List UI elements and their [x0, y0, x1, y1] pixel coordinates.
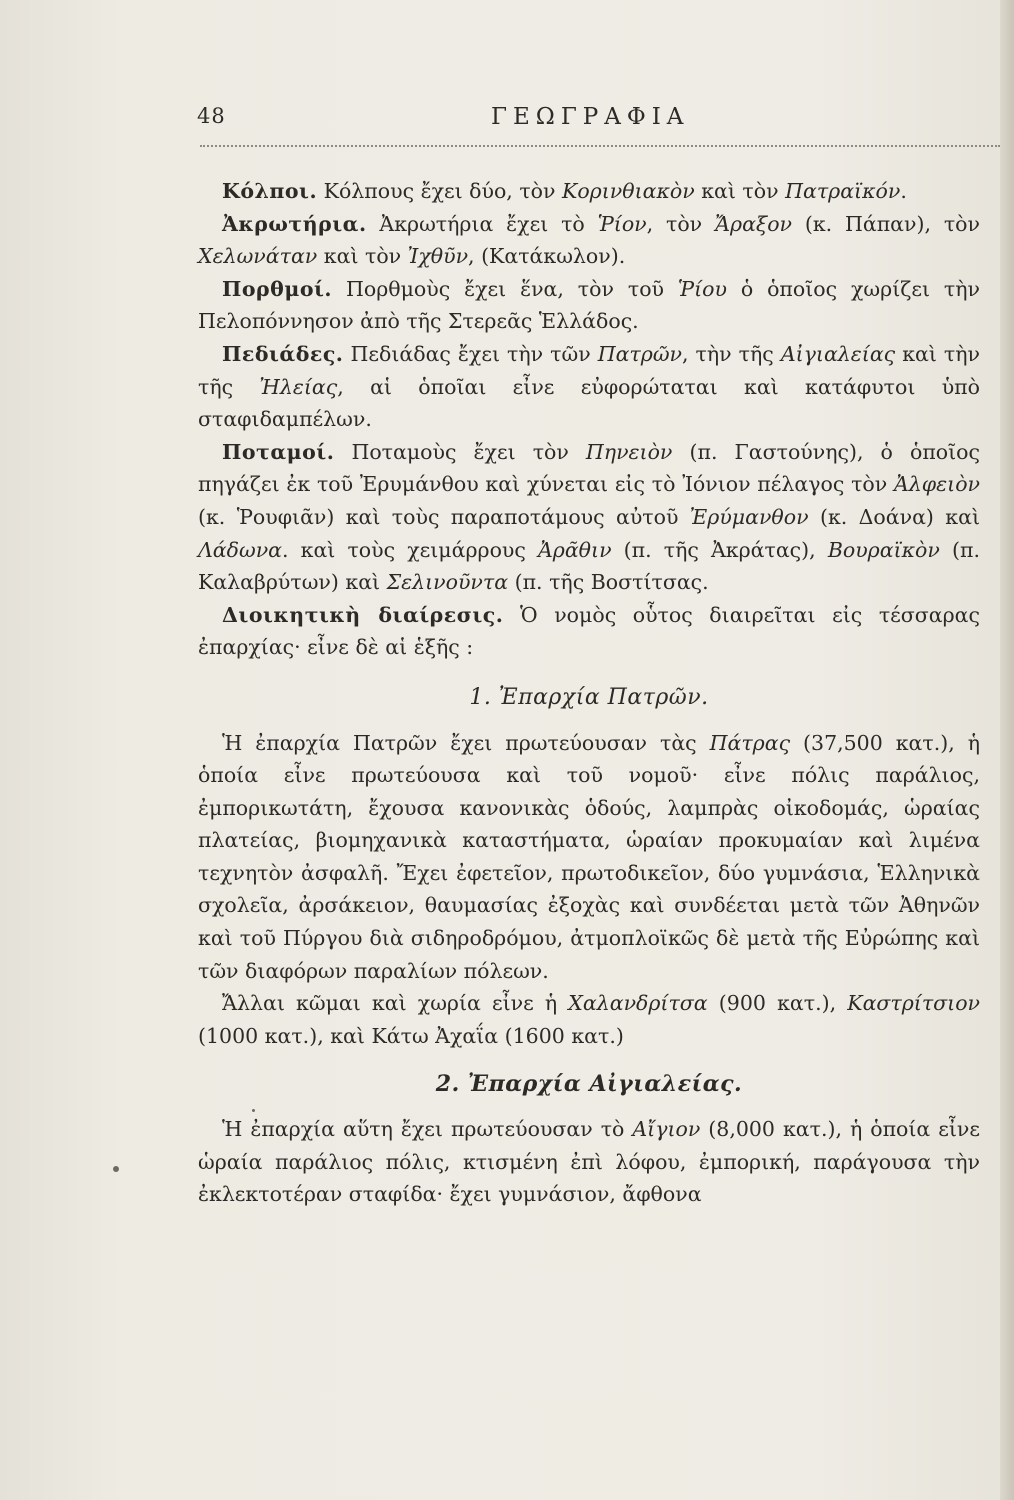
place-name: Πατρῶν — [597, 341, 682, 366]
text-run: (π. Γαστούνης), ὁ ὁποῖος πηγάζει ἐκ τοῦ Ἐρυμάνθου καὶ χύνεται εἰς τὸ Ἰόνιον πέλαγος τὸν — [198, 439, 980, 497]
text-run: . — [900, 179, 907, 203]
section-lead: Διοικητικὴ διαίρεσις. — [222, 602, 504, 627]
place-name: Βουραϊκὸν — [827, 537, 940, 562]
text-run: Ἄλλαι κῶμαι καὶ χωρία εἶνε ἡ — [222, 991, 569, 1016]
section-lead: Πορθμοί. — [222, 276, 333, 301]
text-run: Ὁ νομὸς οὗτος διαιρεῖται εἰς τέσσαρας ἐπαρχίας· εἶνε δὲ αἱ ἑξῆς : — [198, 602, 980, 660]
paragraph-akrotiria — [198, 208, 980, 273]
text-run: . καὶ τοὺς χειμάρρους — [282, 537, 538, 562]
paragraph-potamoi — [198, 436, 980, 599]
paragraph-dioikitiki — [198, 599, 980, 664]
place-name: Χελωνάταν — [198, 244, 318, 269]
section-lead: Πεδιάδες. — [222, 341, 344, 366]
paragraph-porthmoi — [198, 273, 980, 338]
place-name: Ἀλφειὸν — [894, 472, 980, 497]
place-name: Καστρίτσιον — [847, 991, 981, 1016]
place-name: Ἠλείας — [259, 374, 338, 399]
place-name: Ἐρύμανθον — [689, 504, 809, 529]
text-run: καὶ τὴν τῆς — [198, 341, 980, 399]
header-rule — [200, 145, 1000, 147]
place-name: Ἰχθῦν — [407, 244, 469, 269]
text-run: ὁ ὁποῖος χωρίζει τὴν Πελοπόννησον ἀπὸ τῆς Στερεᾶς Ἑλλάδος. — [198, 276, 980, 334]
text-run: (1000 κατ.), καὶ Κάτω Ἀχαΐα (1600 κατ.) — [198, 1023, 624, 1048]
ink-speck — [252, 1109, 255, 1112]
text-run: καὶ τὸν — [317, 244, 408, 269]
text-run: Πεδιάδας ἔχει τὴν τῶν — [350, 341, 598, 366]
paragraph-patron — [198, 727, 980, 988]
section-lead: Ποταμοί. — [222, 439, 335, 464]
text-run: Ποταμοὺς ἔχει τὸν — [351, 439, 586, 464]
place-name: Πηνειὸν — [585, 439, 673, 464]
text-run: Ἡ ἐπαρχία Πατρῶν ἔχει πρωτεύουσαν τὰς — [222, 730, 710, 755]
text-run: (37,500 κατ.), ἡ ὁποία εἶνε πρωτεύουσα καὶ τοῦ νομοῦ· εἶνε πόλις παράλιος, ἐμπορικωτάτη, ἔχουσα κανονικὰς ὁδούς, λαμπρὰς οἰκοδομάς, ὡραίας πλατείας, βιομηχανικὰ καταστήματα, ὡραίαν προκυμαίαν καὶ λιμένα τεχνητὸν ἀσφαλῆ. Ἔχει ἐφετεῖον, πρωτοδικεῖον, δύο γυμνάσια, Ἑλληνικὰ σχολεῖα, ἀρσάκειον, θαυμασίας ἐξοχὰς καὶ συνδέεται μετὰ τῶν Ἀθηνῶν καὶ τοῦ Πύργου διὰ σιδηροδρόμου, ἀτμοπλοϊκῶς δὲ μετὰ τῆς Εὐρώπης καὶ τῶν διαφόρων παραλίων πόλεων. — [198, 730, 980, 983]
text-run: Ἡ ἐπαρχία αὕτη ἔχει πρωτεύουσαν τὸ — [222, 1117, 633, 1142]
text-run: , (Κατάκωλον). — [468, 244, 626, 269]
paragraph-kolpoi — [198, 175, 980, 208]
text-run: (κ. Πάπαν), τὸν — [792, 211, 980, 236]
text-run: , τὸν — [646, 211, 715, 236]
text-run: (π. Καλαβρύτων) καὶ — [198, 537, 980, 595]
place-name: Ἀρᾶθιν — [537, 537, 612, 562]
paragraph-aigialeias — [198, 1113, 980, 1211]
body-text — [198, 175, 980, 1211]
place-name: Αἴγιον — [632, 1117, 701, 1142]
place-name: Πάτρας — [709, 730, 791, 755]
text-run: (8,000 κατ.), ἡ ὁποία εἶνε ὡραία παράλιος πόλις, κτισμένη ἐπὶ λόφου, ἐμπορική, παράγουσα τὴν ἐκλεκτοτέραν σταφίδα· ἔχει γυμνάσιον, ἄφθονα — [198, 1117, 980, 1207]
page-number: 48 — [197, 104, 226, 128]
text-run: (π. τῆς Ἀκράτας), — [611, 537, 828, 562]
text-run: , τὴν τῆς — [682, 341, 781, 366]
place-name: Πατραϊκόν — [785, 179, 901, 203]
text-run: (π. τῆς Βοστίτσας. — [508, 570, 709, 595]
place-name: Κορινθιακὸν — [562, 179, 695, 203]
section-lead: Κόλποι. — [222, 179, 318, 203]
page-header — [197, 104, 817, 144]
place-name: Σελινοῦντα — [386, 570, 509, 595]
place-name: Ῥίου — [677, 276, 727, 301]
text-run: Κόλπους ἔχει δύο, τὸν — [323, 179, 563, 203]
text-run: Πορθμοὺς ἔχει ἕνα, τὸν τοῦ — [345, 276, 678, 301]
place-name: Ἄραξον — [714, 211, 793, 236]
text-run: (κ. Δοάνα) καὶ — [808, 504, 980, 529]
text-run: καὶ τὸν — [694, 179, 786, 203]
text-run: (κ. Ῥουφιᾶν) καὶ τοὺς παραποτάμους αὐτοῦ — [198, 504, 690, 529]
place-name: Αἰγιαλείας — [780, 341, 896, 366]
subheading-eparchia-aigialeias: 2. Ἐπαρχία Αἰγιαλείας. — [435, 1071, 743, 1098]
page-edge — [1000, 0, 1014, 1500]
place-name: Χαλανδρίτσα — [568, 991, 708, 1016]
paragraph-komai — [198, 987, 980, 1052]
place-name: Λάδωνα — [198, 537, 283, 562]
subheading-eparchia-patron: 1. Ἐπαρχία Πατρῶν. — [469, 684, 709, 710]
text-run: (900 κατ.), — [707, 991, 848, 1016]
ink-speck — [113, 1166, 119, 1172]
place-name: Ῥίον — [597, 211, 647, 236]
section-lead: Ἀκρωτήρια. — [222, 211, 367, 236]
running-title: ΓΕΩΓΡΑΦΙΑ — [491, 104, 690, 130]
paragraph-pediades — [198, 338, 980, 436]
text-run: Ἀκρωτήρια ἔχει τὸ — [379, 211, 598, 236]
text-run: , αἱ ὁποῖαι εἶνε εὐφορώταται καὶ κατάφυτοι ὑπὸ σταφιδαμπέλων. — [198, 374, 980, 432]
